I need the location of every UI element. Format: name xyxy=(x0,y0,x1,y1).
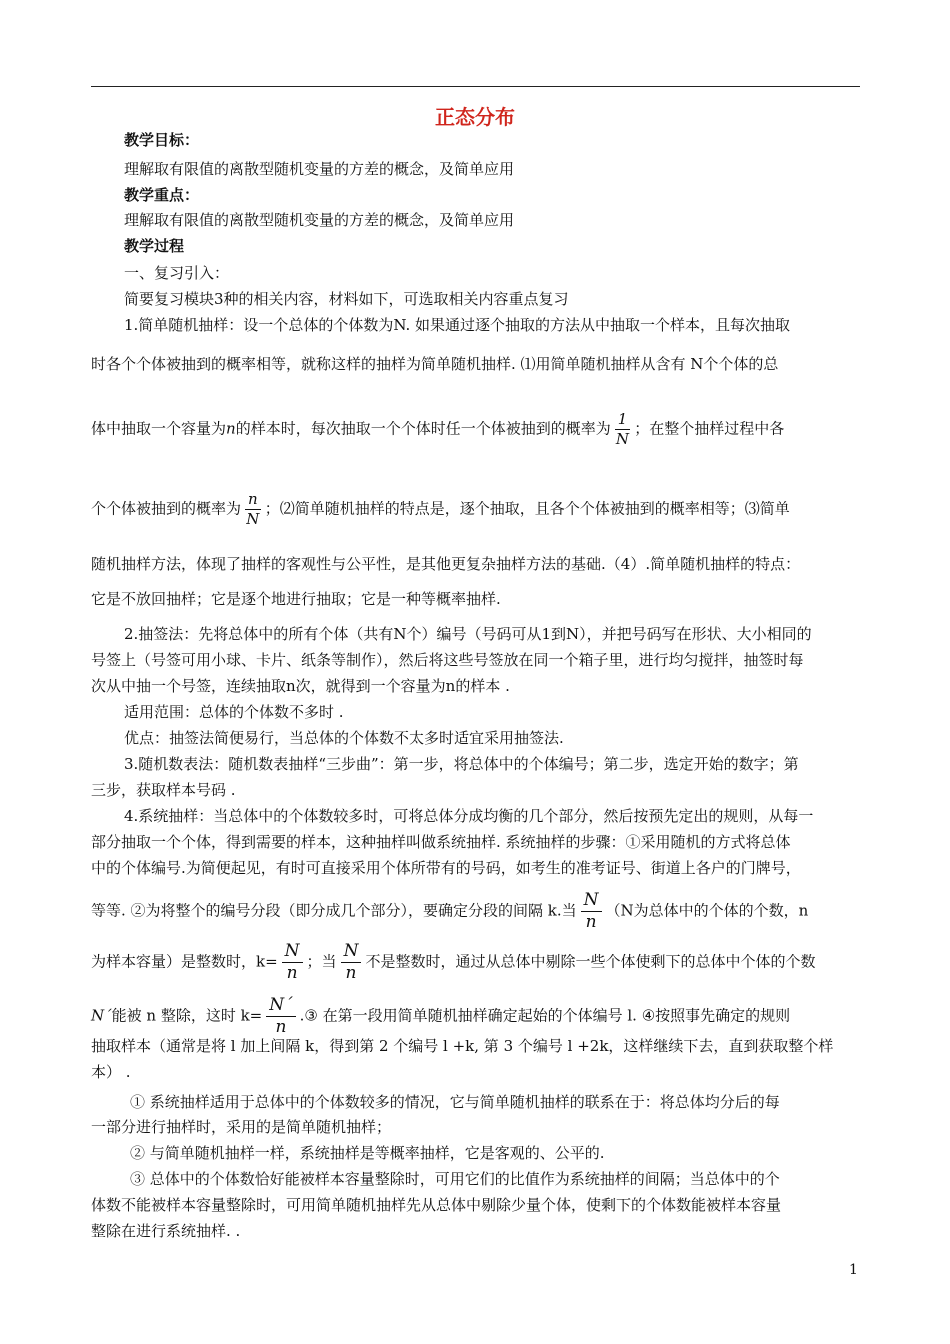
p1-line: 时各个个体被抽到的概率相等，就称这样的抽样为简单随机抽样. ⑴用简单随机抽样从含有 N个个体的总 xyxy=(91,355,779,373)
p2-line: 2.抽签法：先将总体中的所有个体（共有N个）编号（号码可从1到N），并把号码写在形状、大小相同的 xyxy=(124,625,812,643)
goal-text: 理解取有限值的离散型随机变量的方差的概念，及简单应用 xyxy=(124,160,515,178)
p2-advantage: 优点：抽签法简便易行，当总体的个体数不太多时适宜采用抽签法. xyxy=(124,729,564,747)
fraction-n-over-N: $\frac{n}{N}$ xyxy=(246,490,260,528)
note-1-line: ① 系统抽样适用于总体中的个体数较多的情况，它与简单随机抽样的联系在于：将总体均分后的每 xyxy=(130,1093,780,1111)
p4-line: 本） . xyxy=(91,1063,131,1081)
p1-line: 1.简单随机抽样：设一个总体的个体数为N. 如果通过逐个抽取的方法从中抽取一个样本，且每次抽取 xyxy=(124,316,791,334)
note-3-line: 整除在进行系统抽样. . xyxy=(91,1222,241,1240)
header-rule xyxy=(91,86,860,87)
section-review: 一、复习引入： xyxy=(124,264,230,282)
p4-line: 为样本容量）是整数时，k= $\frac{N}{n}$ ；当 $\frac{N}{n}$ 不是整数时，通过从总体中剔除一些个体使剩下的总体中个体的个数 xyxy=(91,941,816,983)
fraction-N-over-n: $\frac{N}{n}$ xyxy=(581,892,602,931)
note-2: ② 与简单随机抽样一样，系统抽样是等概率抽样，它是客观的、公平的. xyxy=(130,1144,605,1162)
p4-line: 抽取样本（通常是将 l 加上间隔 k，得到第 2 个编号 l +k, 第 3 个编号 l +2k，这样继续下去，直到获取整个样 xyxy=(91,1037,834,1055)
fraction-N-over-n: $\frac{N}{n}$ xyxy=(341,943,362,982)
p4-line: 部分抽取一个个体，得到需要的样本，这种抽样叫做系统抽样. 系统抽样的步骤：①采用随机的方式将总体 xyxy=(91,833,791,851)
page-number: 1 xyxy=(849,1262,858,1278)
p4-line: 等等. ②为将整个的编号分段（即分成几个部分），要确定分段的间隔 k.当 $\frac{N}{n}$ （N为总体中的个体的个数，n xyxy=(91,890,809,932)
heading-teaching-process: 教学过程 xyxy=(124,237,185,255)
p1-line: 个个体被抽到的概率为 $\frac{n}{N}$ ；⑵简单随机抽样的特点是，逐个抽取，且各个个体被抽到的概率相等；⑶简单 xyxy=(91,490,790,528)
p3-line: 三步，获取样本号码 . xyxy=(91,781,236,799)
p3-line: 3.随机数表法：随机数表抽样“三步曲”：第一步，将总体中的个体编号；第二步，选定开始的数字；第 xyxy=(124,755,799,773)
p2-line: 号签上（号签可用小球、卡片、纸条等制作），然后将这些号签放在同一个箱子里，进行均匀搅拌，抽签时每 xyxy=(91,651,804,669)
note-1-line: 一部分进行抽样时，采用的是简单随机抽样； xyxy=(91,1118,392,1136)
fraction-Nprime-over-n: $\frac{N´}{n}$ xyxy=(266,997,295,1036)
p1-line: 它是不放回抽样；它是逐个地进行抽取；它是一种等概率抽样. xyxy=(91,590,501,608)
var-n: n xyxy=(226,419,236,438)
var-n-prime: N´ xyxy=(91,1006,112,1025)
focus-text: 理解取有限值的离散型随机变量的方差的概念，及简单应用 xyxy=(124,211,515,229)
fraction-N-over-n: $\frac{N}{n}$ xyxy=(282,943,303,982)
p4-line: 中的个体编号.为简便起见，有时可直接采用个体所带有的号码，如考生的准考证号、街道上各户的门牌号， xyxy=(91,859,801,877)
p1-line: 随机抽样方法，体现了抽样的客观性与公平性，是其他更复杂抽样方法的基础.（4）.简单随机抽样的特点： xyxy=(91,555,801,573)
heading-teaching-focus: 教学重点： xyxy=(124,186,200,204)
fraction-1-over-N: $\frac{1}{N}$ xyxy=(615,410,630,448)
p1-line: 体中抽取一个容量为n的样本时，每次抽取一个个体时任一个体被抽到的概率为 $\frac{1}{N}$ ；在整个抽样过程中各 xyxy=(91,410,785,448)
p2-line: 次从中抽一个号签，连续抽取n次，就得到一个容量为n的样本 . xyxy=(91,677,510,695)
note-3-line: 体数不能被样本容量整除时，可用简单随机抽样先从总体中剔除少量个体，使剩下的个体数能被样本容量 xyxy=(91,1196,782,1214)
intro-text: 简要复习模块3种的相关内容，材料如下，可选取相关内容重点复习 xyxy=(124,290,569,308)
p4-line: 4.系统抽样：当总体中的个体数较多时，可将总体分成均衡的几个部分，然后按预先定出的规则，从每一 xyxy=(124,807,814,825)
note-3-line: ③ 总体中的个体数恰好能被样本容量整除时，可用它们的比值作为系统抽样的间隔；当总体中的个 xyxy=(130,1170,780,1188)
p2-scope: 适用范围：总体的个体数不多时 . xyxy=(124,703,344,721)
p4-line: N´能被 n 整除，这时 k= $\frac{N´}{n}$ .③ 在第一段用简单随机抽样确定起始的个体编号 l. ④按照事先确定的规则 xyxy=(91,995,791,1037)
page-title: 正态分布 xyxy=(435,105,515,129)
heading-teaching-goal: 教学目标： xyxy=(124,131,200,149)
